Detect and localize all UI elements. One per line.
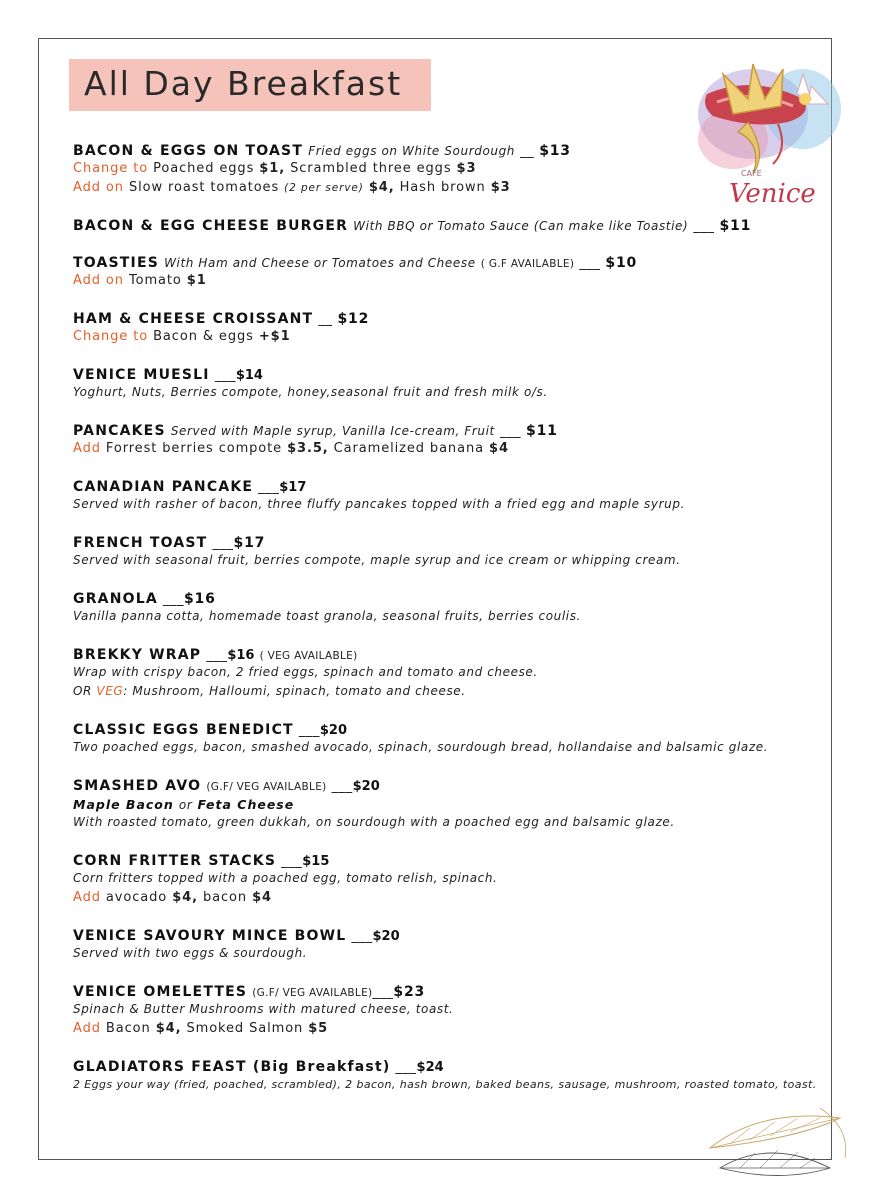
option-text: Caramelized banana [333, 441, 484, 456]
item-description: Served with Maple syrup, Vanilla Ice-cream, Fruit [170, 424, 495, 438]
price-dash: ___ [331, 779, 353, 794]
price-dash: ___ [214, 368, 236, 383]
option-text: Bacon & eggs [153, 329, 254, 344]
add-label: Add on [73, 273, 124, 288]
price-dash: ___ [579, 256, 601, 271]
item-description: With Ham and Cheese or Tomatoes and Cheese [164, 256, 476, 270]
price-dash: __ [318, 312, 333, 327]
item-note: ( G.F AVAILABLE) [480, 258, 575, 270]
item-description: Vanilla panna cotta, homemade toast granola, seasonal fruits, berries coulis. [73, 609, 581, 623]
price-dash: ___ [162, 592, 184, 607]
item-description: Spinach & Butter Mushrooms with matured cheese, toast. [73, 1002, 454, 1016]
item-name: HAM & CHEESE CROISSANT [73, 311, 314, 327]
option-text: Feta Cheese [197, 797, 295, 812]
menu-item-egg-burger [73, 215, 751, 234]
add-label: Add [73, 441, 101, 456]
menu-item-granola [73, 588, 581, 626]
add-label: Add [73, 1021, 101, 1036]
item-price: $17 [279, 480, 307, 495]
option-text: Maple Bacon [73, 797, 174, 812]
venice-mask-logo [693, 44, 843, 210]
menu-item-corn-fritter [73, 850, 497, 907]
option-or: OR [73, 684, 92, 698]
veg-label: VEG [96, 684, 124, 698]
item-name: GLADIATORS FEAST (Big Breakfast) [73, 1059, 391, 1075]
item-name: GRANOLA [73, 591, 158, 607]
item-description: With BBQ or Tomato Sauce (Can make like Toastie) [353, 219, 689, 233]
menu-item-smashed-avo [73, 775, 675, 832]
item-description: Two poached eggs, bacon, smashed avocado, spinach, sourdough bread, hollandaise and balsamic glaze. [73, 740, 769, 754]
change-label: Change to [73, 161, 149, 176]
item-name: CLASSIC EGGS BENEDICT [73, 722, 294, 738]
item-description: Fried eggs on White Sourdough [308, 144, 516, 158]
option-price: $3.5, [287, 441, 329, 456]
item-price: $23 [393, 984, 426, 1000]
option-price: $3 [490, 180, 511, 195]
item-price: $13 [539, 143, 571, 159]
item-price: $20 [352, 779, 380, 794]
item-price: $20 [372, 929, 400, 944]
option-text: bacon [202, 890, 248, 905]
item-price: $15 [302, 854, 330, 869]
item-price: $16 [227, 648, 255, 663]
item-note: ( VEG AVAILABLE) [259, 650, 358, 662]
item-description: : Mushroom, Halloumi, spinach, tomato and cheese. [123, 684, 466, 698]
item-note: (G.F/ VEG AVAILABLE) [252, 987, 373, 999]
item-price: $24 [416, 1060, 444, 1075]
menu-item-omelettes [73, 981, 453, 1038]
option-price: $4 [489, 441, 509, 456]
item-price: $20 [319, 723, 348, 738]
price-dash: ___ [693, 219, 715, 234]
option-price: $3 [456, 161, 477, 176]
item-note: (G.F/ VEG AVAILABLE) [206, 781, 327, 793]
item-description: Served with two eggs & sourdough. [73, 946, 308, 960]
item-price: $12 [337, 311, 370, 327]
menu-item-pancakes [73, 420, 558, 458]
item-name: TOASTIES [73, 255, 159, 271]
logo-cafe-text: CAFE [741, 169, 762, 178]
leaf-decoration [700, 1098, 860, 1184]
item-name: CANADIAN PANCAKE [73, 479, 254, 495]
price-dash: ___ [395, 1060, 417, 1075]
price-dash: ___ [281, 854, 303, 869]
option-price: $5 [308, 1021, 329, 1036]
price-dash: ___ [351, 929, 373, 944]
item-name: CORN FRITTER STACKS [73, 853, 277, 869]
option-text: Slow roast tomatoes [128, 180, 280, 195]
price-dash: ___ [258, 480, 280, 495]
item-name: FRENCH TOAST [73, 535, 208, 551]
menu-item-bacon-eggs [73, 140, 571, 197]
option-price: $4, [155, 1021, 182, 1036]
item-description: Wrap with crispy bacon, 2 fried eggs, spinach and tomato and cheese. [73, 665, 538, 679]
option-price: $4, [172, 890, 198, 905]
add-label: Add on [73, 180, 124, 195]
menu-item-brekky-wrap [73, 644, 538, 701]
item-name: BACON & EGG CHEESE BURGER [73, 218, 349, 234]
option-price: $1, [259, 161, 286, 176]
option-text: Smoked Salmon [186, 1021, 304, 1036]
option-text: Tomato [128, 273, 182, 288]
item-price: $10 [605, 255, 638, 271]
price-dash: ___ [298, 723, 320, 738]
option-text: Poached eggs [153, 161, 255, 176]
option-price: $4 [252, 890, 272, 905]
menu-item-gladiators-feast [73, 1056, 817, 1094]
item-name: SMASHED AVO [73, 778, 202, 794]
option-price: +$1 [258, 329, 291, 344]
option-price: $4, [368, 180, 395, 195]
item-name: VENICE SAVOURY MINCE BOWL [73, 928, 347, 944]
item-description: With roasted tomato, green dukkah, on sourdough with a poached egg and balsamic glaze. [73, 815, 675, 829]
price-dash: ___ [212, 536, 234, 551]
option-text: avocado [105, 890, 168, 905]
menu-item-croissant [73, 308, 369, 346]
item-price: $16 [183, 591, 216, 607]
item-name: VENICE OMELETTES [73, 984, 248, 1000]
option-price: $1 [186, 273, 207, 288]
logo-venice-text: Venice [729, 179, 816, 209]
menu-item-muesli [73, 364, 548, 402]
price-dash: ___ [372, 985, 394, 1000]
item-name: VENICE MUESLI [73, 367, 210, 383]
menu-item-eggs-benedict [73, 719, 768, 757]
add-label: Add [73, 890, 101, 905]
item-price: $11 [526, 423, 558, 439]
menu-item-french-toast [73, 532, 681, 570]
price-dash: ___ [499, 424, 521, 439]
item-description: Served with rasher of bacon, three fluffy pancakes topped with a fried egg and maple syrup. [73, 497, 685, 511]
item-name: PANCAKES [73, 423, 166, 439]
item-description: Served with seasonal fruit, berries compote, maple syrup and ice cream or whipping cream. [73, 553, 681, 567]
price-dash: __ [520, 144, 535, 159]
item-name: BACON & EGGS ON TOAST [73, 143, 304, 159]
option-text: Bacon [105, 1021, 151, 1036]
option-or: or [178, 798, 193, 812]
option-text: Hash brown [399, 180, 486, 195]
item-name: BREKKY WRAP [73, 647, 202, 663]
item-price: $17 [233, 535, 266, 551]
menu-item-canadian-pancake [73, 476, 685, 514]
item-price: $14 [235, 368, 263, 383]
price-dash: ___ [206, 648, 228, 663]
option-note: (2 per serve) [284, 182, 364, 194]
item-description: 2 Eggs your way (fried, poached, scrambled), 2 bacon, hash brown, baked beans, sausage, mushroom, roasted tomato, toast. [73, 1078, 817, 1091]
page-title: All Day Breakfast [84, 64, 403, 103]
item-description: Corn fritters topped with a poached egg, tomato relish, spinach. [73, 871, 498, 885]
option-text: Forrest berries compote [105, 441, 283, 456]
menu-item-mince-bowl [73, 925, 400, 963]
item-price: $11 [719, 218, 752, 234]
change-label: Change to [73, 329, 149, 344]
menu-item-toasties [73, 252, 637, 290]
item-description: Yoghurt, Nuts, Berries compote, honey,seasonal fruit and fresh milk o/s. [73, 385, 548, 399]
option-text: Scrambled three eggs [290, 161, 452, 176]
